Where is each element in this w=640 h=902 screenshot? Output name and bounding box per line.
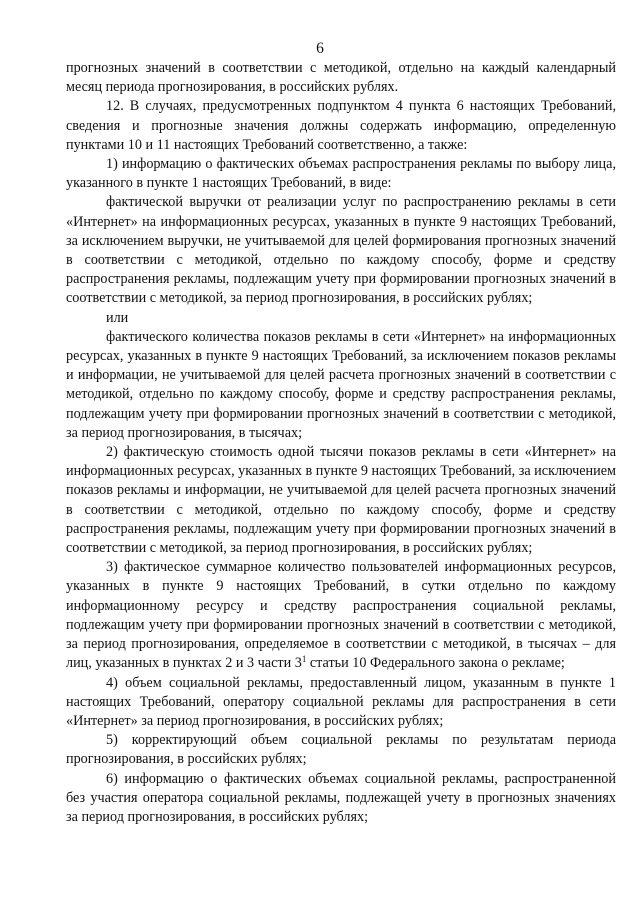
paragraph-subitem-1: 1) информацию о фактических объемах распространения рекламы по выбору лица, указанного в пункте 1 настоящих Требований, в виде:	[66, 156, 616, 192]
paragraph-subitem-4: 4) объем социальной рекламы, предоставленный лицом, указанным в пункте 1 настоящих Требований, оператору социальной рекламы для распространения в сети «Интернет» за период прогнозирования, в российских рублях;	[66, 674, 616, 729]
paragraph-subitem-6: 6) информацию о фактических объемах социальной рекламы, распространенной без участия оператора социальной рекламы, подлежащей учету в прогнозных значениях за период прогнозирования, в российских рублях;	[66, 770, 616, 825]
paragraph-subitem-3	[66, 558, 616, 673]
paragraph-subitem-5: 5) корректирующий объем социальной рекламы по результатам периода прогнозирования, в российских рублях;	[66, 732, 616, 768]
page-number: 6	[316, 40, 324, 57]
paragraph-subitem-2: 2) фактическую стоимость одной тысячи показов рекламы в сети «Интернет» на информационных ресурсах, указанных в пункте 9 настоящих Требований, за исключением показов рекламы и информации, не учитываемой для целей расчета прогнозных значений в соответствии с методикой, отдельно по каждому способу, форме и средству распространения рекламы, подлежащим учету при формировании прогнозных значений в соответствии с методикой, за период прогнозирования, в российских рублях;	[66, 444, 616, 557]
superscript-part-number: 1	[301, 654, 307, 665]
document-body	[66, 59, 616, 827]
paragraph-or: или	[106, 309, 129, 326]
paragraph-actual-revenue: фактической выручки от реализации услуг по распространению рекламы в сети «Интернет» на информационных ресурсах, указанных в пункте 9 настоящих Требований, за исключением выручки, не учитываемой для целей формирования прогнозных значений в соответствии с методикой, отдельно по каждому способу, форме и средству распространения рекламы, подлежащим учету при формировании прогнозных значений в соответствии с методикой, за период прогнозирования, в российских рублях;	[66, 194, 616, 307]
paragraph-item-12: 12. В случаях, предусмотренных подпунктом 4 пункта 6 настоящих Требований, сведения и прогнозные значения должны содержать информацию, определенную пунктами 10 и 11 настоящих Требований соответственно, а также:	[66, 98, 616, 153]
paragraph-subitem-3-tail: статьи 10 Федерального закона о рекламе;	[306, 655, 565, 672]
paragraph-actual-impressions: фактического количества показов рекламы в сети «Интернет» на информационных ресурсах, указанных в пункте 9 настоящих Требований, за исключением показов рекламы и информации, не учитываемой для целей расчета прогнозных значений в соответствии с методикой, отдельно по каждому способу, форме и средству распространения рекламы, подлежащим учету при формировании прогнозных значений в соответствии с методикой, за период прогнозирования, в тысячах;	[66, 328, 616, 441]
paragraph-continuation: прогнозных значений в соответствии с методикой, отдельно на каждый календарный месяц периода прогнозирования, в российских рублях.	[66, 60, 616, 96]
paragraph-subitem-3-text: 3) фактическое суммарное количество пользователей информационных ресурсов, указанных в пункте 9 настоящих Требований, в сутки отдельно по каждому информационному ресурсу и средству распространения социальной рекламы, подлежащим учету при формировании прогнозных значений в соответствии с методикой, за период прогнозирования, определяемое в соответствии с методикой, в тысячах – для лиц, указанных в пунктах 2 и 3 части 3	[66, 559, 616, 672]
